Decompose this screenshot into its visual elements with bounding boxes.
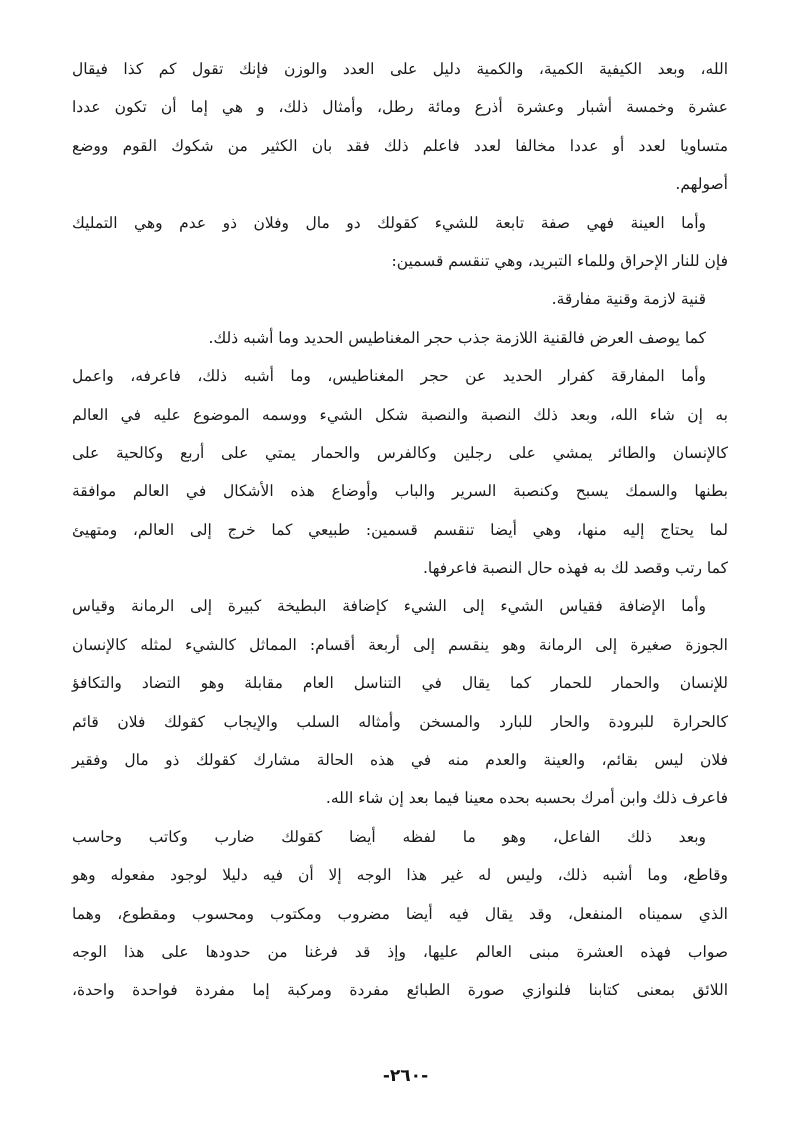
text-line: الله، وبعد الكيفية الكمية، والكمية دليل على العدد والوزن فإنك تقول كم كذا فيقال bbox=[72, 60, 728, 78]
text-line: وأما المفارقة كفرار الحديد عن حجر المغناطيس، وما أشبه ذلك، فاعرفه، واعمل bbox=[72, 367, 706, 386]
text-line: وبعد ذلك الفاعل، وهو ما لفظه أيضا كقولك ضارب وكاتب وحاسب bbox=[72, 827, 706, 846]
text-line: بطنها والسمك يسبح وكنصبة السرير والباب وأوضاع هذه الأشكال في العالم موافقة bbox=[72, 482, 728, 501]
page-body bbox=[72, 50, 728, 1010]
text-line: صواب فهذه العشرة مبنى العالم عليها، وإذ قد فرغنا من حدودها على هذا الوجه bbox=[72, 942, 728, 961]
text-line: للإنسان والحمار للحمار كما يقال في التناسل العام مقابلة وهو التضاد والتكافؤ bbox=[72, 674, 728, 693]
text-line: الجوزة صغيرة إلى الرمانة وهو ينقسم إلى أربعة أقسام: المماثل كالشيء لمثله كالإنسان bbox=[72, 635, 728, 654]
text-line: قنية لازمة وقنية مفارقة. bbox=[551, 290, 706, 309]
page-number: -٢٦٠- bbox=[382, 1066, 429, 1086]
text-line: كالحرارة للبرودة والحار للبارد والمسخن وأمثاله السلب والإيجاب كقولك فلان قائم bbox=[72, 712, 728, 731]
text-line: فاعرف ذلك وابن أمرك بحسبه بحده معينا فيما بعد إن شاء الله. bbox=[325, 789, 728, 808]
text-line: وأما العينة فهي صفة تابعة للشيء كقولك دو مال وفلان ذو عدم وهي التمليك bbox=[72, 213, 706, 232]
text-line: كالإنسان والطائر يمشي على رجلين وكالفرس والحمار يمتي على أربع وكالحية على bbox=[72, 443, 728, 462]
text-line: كما رتب وقصد لك به فهذه حال النصبة فاعرفها. bbox=[422, 559, 728, 578]
text-line: متساويا لعدد أو عددا مخالفا لعدد فاعلم ذلك فقد بان الكثير من شكوك القوم ووضع bbox=[72, 136, 728, 155]
text-line: فإن للنار الإحراق وللماء التبريد، وهي تنقسم قسمين: bbox=[391, 251, 728, 270]
text-line: الذي سميناه المنفعل، وقد يقال فيه أيضا مضروب ومكتوب ومحسوب ومقطوع، وهما bbox=[72, 904, 728, 923]
text-line: فلان ليس بقائم، والعينة والعدم منه في هذه الحالة مشارك كقولك ذو مال وفقير bbox=[72, 751, 728, 770]
text-line: لما يحتاج إليه منها، وهي أيضا تنقسم قسمين: طبيعي كما خرج إلى العالم، ومتهيئ bbox=[72, 520, 728, 539]
text-line: به إن شاء الله، وبعد ذلك النصبة والنصبة شكل الشيء ووسمه الموضوع عليه في العالم bbox=[72, 405, 728, 424]
text-line: وقاطع، وما أشبه ذلك، وليس له غير هذا الوجه إلا أن فيه دليلا لوجود مفعوله وهو bbox=[72, 866, 728, 885]
text-line: كما يوصف العرض فالقنية اللازمة جذب حجر المغناطيس الحديد وما أشبه ذلك. bbox=[208, 328, 706, 347]
text-line: أصولهم. bbox=[675, 175, 728, 194]
text-line: عشرة وخمسة أشبار وعشرة أذرع ومائة رطل، وأمثال ذلك، و هي إما أن تكون عددا bbox=[72, 98, 728, 117]
text-line: وأما الإضافة فقياس الشيء إلى الشيء كإضافة البطيخة كبيرة إلى الرمانة وقياس bbox=[72, 597, 706, 616]
text-line: اللائق بمعنى كتابنا فلنوازي صورة الطبائع مفردة ومركبة إما مفردة فواحدة واحدة، bbox=[72, 981, 728, 1000]
